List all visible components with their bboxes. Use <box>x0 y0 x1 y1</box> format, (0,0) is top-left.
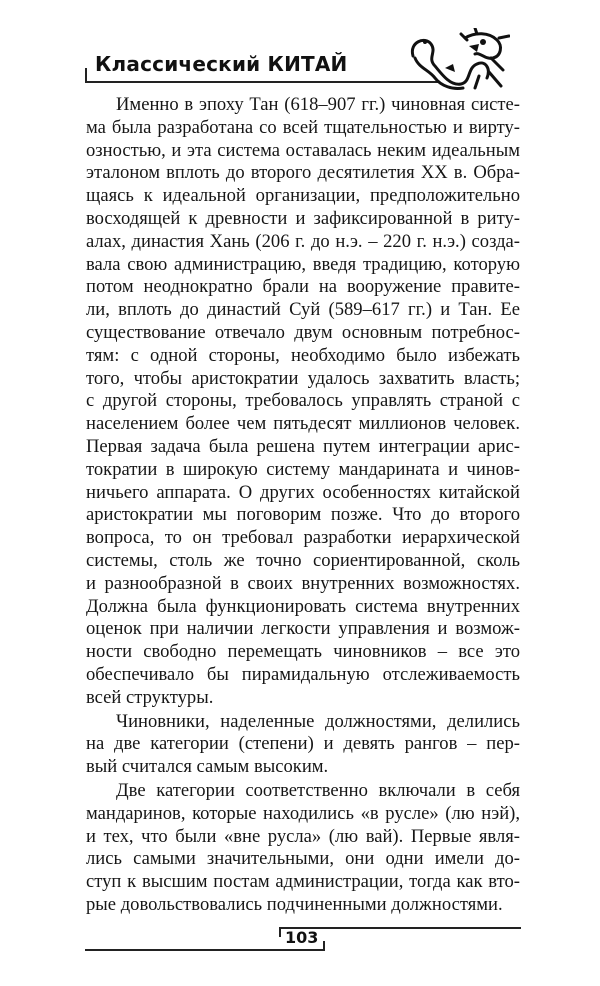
header-rule-tick <box>85 68 87 82</box>
text-line: Должна была функционировать система внутренних <box>86 595 520 617</box>
text-line: мандаринов, которые находились «в русле» (лю нэй), <box>86 802 520 824</box>
text-line: тократии в широкую систему мандарината и чинов- <box>86 458 520 480</box>
text-line: ли, вплоть до династий Суй (589–617 гг.) и Тан. Ее <box>86 299 520 321</box>
paragraph <box>86 780 520 917</box>
footer-rule-bottom <box>85 949 325 951</box>
text-line: того, чтобы аристократии удалось захватить власть; <box>86 367 520 389</box>
text-line: тям: с одной стороны, необходимо было избежать <box>86 344 520 366</box>
footer-rule-tick <box>279 927 281 937</box>
text-line: оценок при наличии легкости управления и возмож- <box>86 618 520 640</box>
text-line: ности свободно перемещать чиновников – все это <box>86 641 520 663</box>
text-line: населением более чем пятьдесят миллионов человек. <box>86 413 520 435</box>
text-line: вала свою администрацию, введя традицию, которую <box>86 253 520 275</box>
text-line: всей структуры. <box>86 686 214 708</box>
paragraph <box>86 94 520 710</box>
dragon-icon <box>405 28 510 92</box>
text-line: Именно в эпоху Тан (618–907 гг.) чиновная систе- <box>116 94 520 115</box>
text-line: озностью, и эта система оставалась неким идеальным <box>86 139 520 161</box>
page-number: 103 <box>285 928 319 947</box>
text-line: аристократии мы поговорим позже. Что до второго <box>86 504 520 526</box>
text-line: обеспечивало бы пирамидальную отслеживаемость <box>86 663 520 685</box>
body-text <box>86 93 520 917</box>
text-line: рые довольствовались подчиненными должностями. <box>86 893 503 915</box>
text-line: и разнообразной в своих внутренних возможностях. <box>86 572 520 594</box>
text-line: вый считался самым высоким. <box>86 756 329 778</box>
text-line: системы, столь же точно сориентированной, сколь <box>86 549 520 571</box>
text-line: потом неоднократно брали на вооружение правите- <box>86 276 520 298</box>
text-line: ступ к высшим постам администрации, тогда как вто- <box>86 871 520 893</box>
text-line: с другой стороны, требовалось управлять страной с <box>86 390 520 412</box>
text-line: ничьего аппарата. О других особенностях китайской <box>86 481 520 503</box>
text-line: вопроса, то он требовал разработки иерархической <box>86 527 520 549</box>
text-line: эталоном вплоть до второго десятилетия XX в. Обра- <box>86 162 520 184</box>
text-line: и тех, что были «вне русла» (лю вай). Первые явля- <box>86 825 520 847</box>
text-line: на две категории (степени) и девять рангов – пер- <box>86 733 520 755</box>
text-line: существование отвечало двум основным потребнос- <box>86 321 520 343</box>
text-line: алах, династия Хань (206 г. до н.э. – 220 г. н.э.) созда- <box>86 230 520 252</box>
text-line: лись самыми значительными, они одни имели до- <box>86 848 520 870</box>
text-line: восходящей к древности и зафиксированной в риту- <box>86 207 520 229</box>
text-line: Первая задача была решена путем интеграции арис- <box>86 435 520 457</box>
text-line: Две категории соответственно включали в себя <box>116 779 520 801</box>
book-title: Классический КИТАЙ <box>95 52 348 76</box>
header-rule <box>85 81 440 83</box>
paragraph <box>86 711 520 779</box>
text-line: ма была разработана со всей тщательностью и вирту- <box>86 116 520 138</box>
text-line: Чиновники, наделенные должностями, делились <box>116 710 520 732</box>
text-line: щаясь к идеальной организации, предположительно <box>86 185 520 207</box>
